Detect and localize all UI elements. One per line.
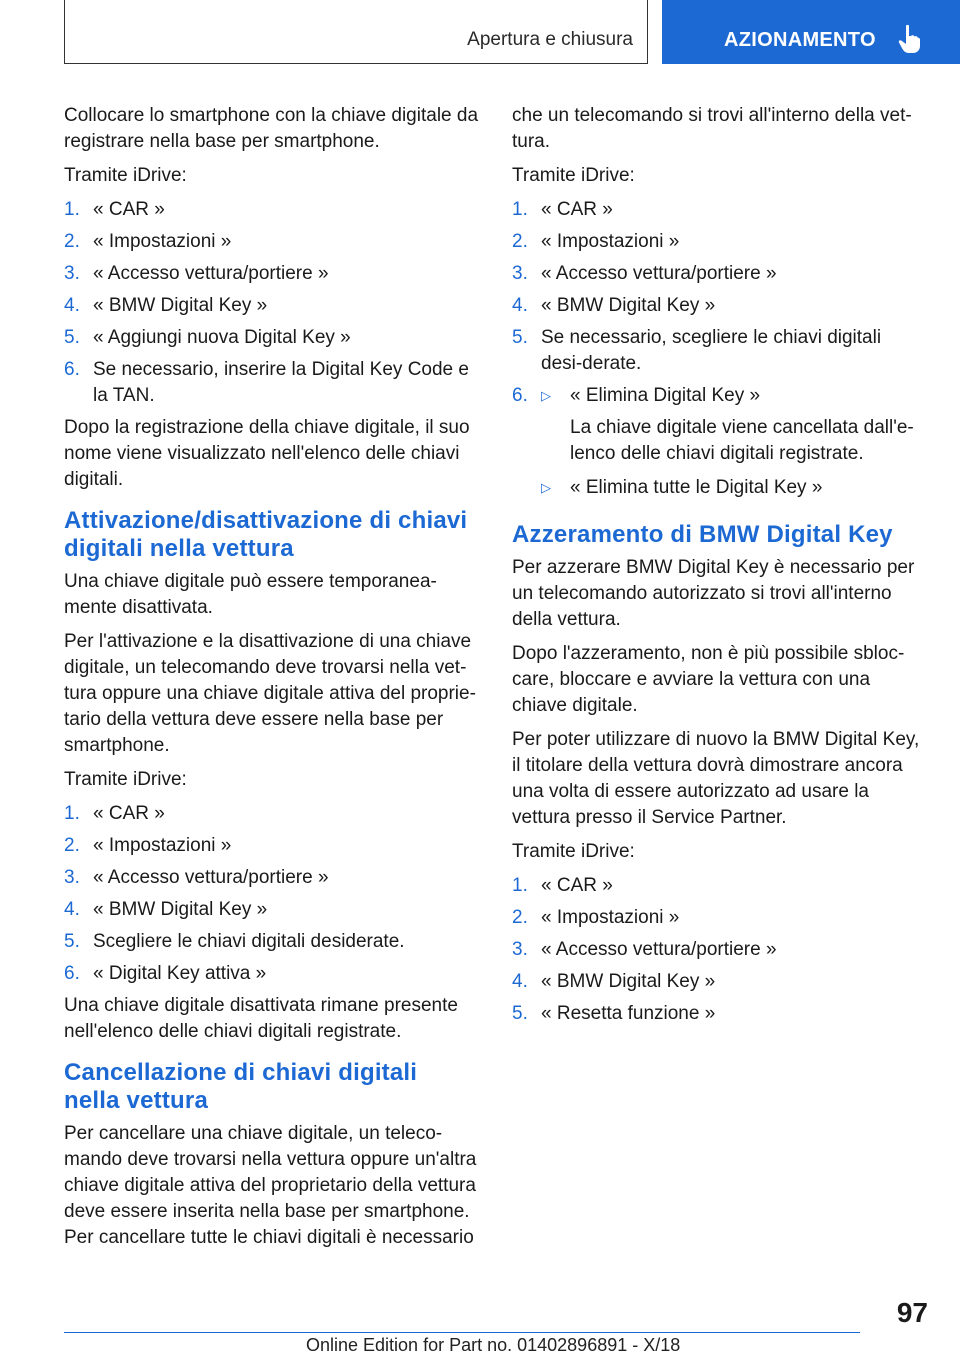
list-item: [512, 383, 927, 507]
step-number: 5.: [512, 1003, 528, 1024]
steps-add-key: [64, 197, 479, 409]
chapter-title: AZIONAMENTO: [724, 29, 876, 51]
step-text: « Impostazioni »: [93, 835, 232, 856]
list-item: [512, 197, 927, 223]
list-item: [64, 261, 479, 287]
right-column: [512, 103, 927, 1033]
step-number: 1.: [512, 199, 528, 220]
step-text: « Accesso vettura/portiere »: [541, 939, 777, 960]
step-number: 5.: [64, 327, 80, 348]
list-item: [512, 325, 927, 377]
step-number: 6.: [64, 963, 80, 984]
step-text: « BMW Digital Key »: [541, 971, 716, 992]
step-number: 4.: [64, 295, 80, 316]
list-item: [64, 897, 479, 923]
reset-paragraph-2: Dopo l'azzeramento, non è più possibile sbloc-care, bloccare e avviare la vettura con una chiave digitale.: [512, 643, 905, 716]
footer-edition: Online Edition for Part no. 01402896891 - X/18: [306, 1335, 681, 1355]
activation-paragraph-2: Per l'attivazione e la disattivazione di una chiave digitale, un telecomando deve trovarsi nella vet-tura oppure una chiave digitale attiva del proprie-tario della vettura deve essere nella base per smartphone.: [64, 631, 476, 756]
step-number: 1.: [64, 803, 80, 824]
sub-option-note: La chiave digitale viene cancellata dall'e-lenco delle chiavi digitali registrate.: [570, 417, 914, 464]
step-number: 1.: [64, 199, 80, 220]
heading-reset: Azzeramento di BMW Digital Key: [512, 521, 893, 548]
step-number: 5.: [64, 931, 80, 952]
page-number: 97: [896, 1297, 928, 1328]
step-number: 1.: [512, 875, 528, 896]
sub-option-label: « Elimina Digital Key »: [570, 385, 761, 406]
step-6-delete-options: [512, 383, 927, 507]
via-idrive-label: Tramite iDrive:: [512, 841, 635, 862]
step-number: 2.: [512, 231, 528, 252]
list-item: [64, 865, 479, 891]
step-text: Se necessario, inserire la Digital Key Code e la TAN.: [93, 359, 469, 406]
activation-paragraph-1: Una chiave digitale può essere temporanea-mente disattivata.: [64, 571, 437, 618]
reset-paragraph-1: Per azzerare BMW Digital Key è necessario per un telecomando autorizzato si trovi all'interno della vettura.: [512, 557, 915, 630]
triangle-bullet-icon: ▷: [541, 388, 551, 403]
list-item: [64, 229, 479, 255]
step-text: « CAR »: [541, 199, 613, 220]
intro-paragraph: Collocare lo smartphone con la chiave digitale da registrare nella base per smartphone.: [64, 105, 479, 152]
footer-divider: [64, 1332, 860, 1333]
step-number: 4.: [512, 971, 528, 992]
step-number: 2.: [64, 835, 80, 856]
step-text: « Accesso vettura/portiere »: [93, 263, 329, 284]
header-chapter-box: [662, 0, 960, 64]
step-text: « BMW Digital Key »: [541, 295, 716, 316]
via-idrive-label: Tramite iDrive:: [64, 165, 187, 186]
list-item: [512, 293, 927, 319]
list-item: [64, 293, 479, 319]
list-item: [64, 833, 479, 859]
step-number: 4.: [512, 295, 528, 316]
list-item: [64, 325, 479, 351]
step-text: « Impostazioni »: [541, 907, 680, 928]
list-item: [512, 229, 927, 255]
via-idrive-label: Tramite iDrive:: [512, 165, 635, 186]
step-text: « Accesso vettura/portiere »: [93, 867, 329, 888]
delete-paragraph-continued: che un telecomando si trovi all'interno della vet-tura.: [512, 105, 912, 152]
sub-option-delete-all: [541, 475, 927, 501]
steps-reset: [512, 873, 927, 1027]
list-item: [64, 801, 479, 827]
step-number: 3.: [512, 263, 528, 284]
step-number: 2.: [64, 231, 80, 252]
steps-delete-key: [512, 197, 927, 377]
step-text: « BMW Digital Key »: [93, 295, 268, 316]
triangle-bullet-icon: ▷: [541, 480, 551, 495]
header-section-box: [64, 0, 648, 64]
step-text: « CAR »: [541, 875, 613, 896]
step-number: 5.: [512, 327, 528, 348]
sub-option-label: « Elimina tutte le Digital Key »: [570, 477, 823, 498]
list-item: [512, 969, 927, 995]
section-title: Apertura e chiusura: [467, 29, 633, 50]
steps-activate-key: [64, 801, 479, 987]
step-text: « Resetta funzione »: [541, 1003, 716, 1024]
step-text: « CAR »: [93, 199, 165, 220]
list-item: [64, 929, 479, 955]
list-item: [512, 1001, 927, 1027]
list-item: [64, 357, 479, 409]
step-number: 3.: [64, 263, 80, 284]
step-number: 3.: [512, 939, 528, 960]
list-item: [64, 961, 479, 987]
list-item: [512, 905, 927, 931]
list-item: [512, 261, 927, 287]
step-text: « CAR »: [93, 803, 165, 824]
step-number: 6.: [512, 385, 528, 406]
step-text: « Aggiungi nuova Digital Key »: [93, 327, 351, 348]
reset-paragraph-3: Per poter utilizzare di nuovo la BMW Digital Key, il titolare della vettura dovrà dimostrare ancora una volta di essere autorizzato ad usare la vettura presso il Service Partner.: [512, 729, 920, 828]
step-text: « Impostazioni »: [93, 231, 232, 252]
step-number: 3.: [64, 867, 80, 888]
step-number: 2.: [512, 907, 528, 928]
step-text: « Accesso vettura/portiere »: [541, 263, 777, 284]
after-registration-paragraph: Dopo la registrazione della chiave digitale, il suo nome viene visualizzato nell'elenco delle chiavi digitali.: [64, 417, 470, 490]
step-text: Se necessario, scegliere le chiavi digitali desi-derate.: [541, 327, 882, 374]
list-item: [64, 197, 479, 223]
hand-pointer-icon: [898, 24, 920, 54]
heading-delete: Cancellazione di chiavi digitali nella vettura: [64, 1059, 418, 1114]
step-number: 4.: [64, 899, 80, 920]
sub-option-delete-one: [541, 383, 927, 409]
via-idrive-label: Tramite iDrive:: [64, 769, 187, 790]
list-item: [512, 873, 927, 899]
step-text: « Digital Key attiva »: [93, 963, 267, 984]
delete-paragraph: Per cancellare una chiave digitale, un teleco-mando deve trovarsi nella vettura oppure un'altra chiave digitale attiva del proprietario della vettura deve essere inserita nella base per smartphone. Per cancellare tutte le chiavi digitali è necessario: [64, 1123, 477, 1248]
left-column: [64, 103, 479, 1259]
list-item: [512, 937, 927, 963]
step-text: Scegliere le chiavi digitali desiderate.: [93, 931, 405, 952]
step-number: 6.: [64, 359, 80, 380]
step-text: « BMW Digital Key »: [93, 899, 268, 920]
heading-activation: Attivazione/disattivazione di chiavi digitali nella vettura: [64, 507, 468, 562]
deactivated-note: Una chiave digitale disattivata rimane presente nell'elenco delle chiavi digitali registrate.: [64, 995, 458, 1042]
step-text: « Impostazioni »: [541, 231, 680, 252]
